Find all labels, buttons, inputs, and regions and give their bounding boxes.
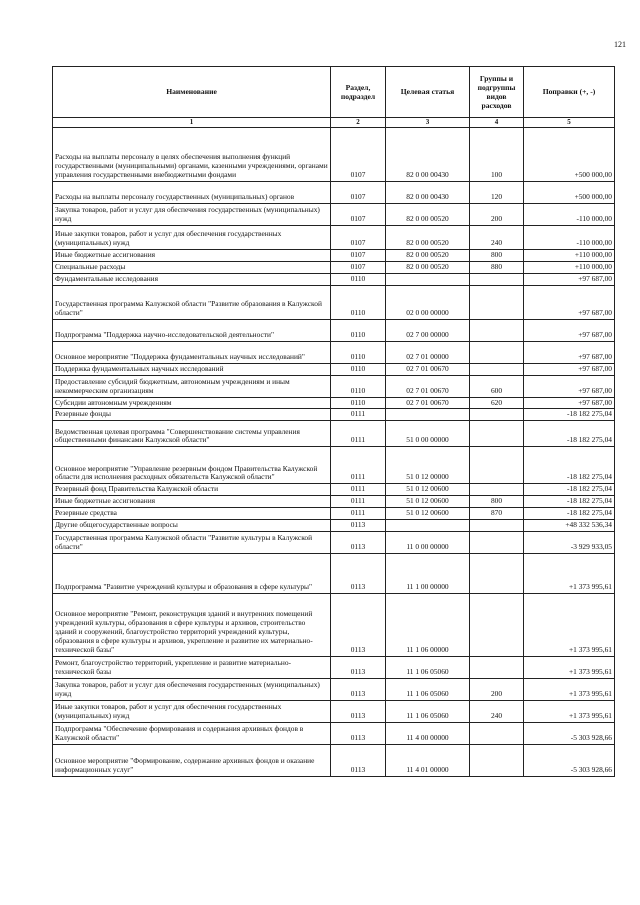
row-target-article-cell: 51 0 12 00600 xyxy=(386,508,470,520)
table-row xyxy=(53,226,615,250)
header-name: Наименование xyxy=(53,67,331,118)
row-amendment-cell: -18 182 275,04 xyxy=(524,409,615,421)
row-amendment-cell: -18 182 275,04 xyxy=(524,447,615,484)
row-expense-group-cell: 800 xyxy=(470,250,524,262)
row-target-article-cell: 02 7 01 00670 xyxy=(386,375,470,397)
row-name-cell: Предоставление субсидий бюджетным, автономным учреждениям и иным некоммерческим организациям xyxy=(53,375,331,397)
table-row xyxy=(53,496,615,508)
row-name-cell: Основное мероприятие "Ремонт, реконструкция зданий и внутренних помещений учреждений культуры, образования в сфере культуры и архивов, строительство зданий и сооружений, благоустройство территорий учреждений культуры, образования в сфере культуры и архивов, укрепление и развитие их материально-технической базы" xyxy=(53,593,331,656)
row-expense-group-cell xyxy=(470,519,524,531)
budget-amendments-table xyxy=(52,66,615,777)
table-row xyxy=(53,656,615,678)
row-section-cell: 0113 xyxy=(331,519,386,531)
row-amendment-cell: -3 929 933,05 xyxy=(524,531,615,553)
row-name-cell: Специальные расходы xyxy=(53,261,331,273)
column-number: 1 xyxy=(53,118,331,128)
row-target-article-cell: 82 0 00 00430 xyxy=(386,128,470,182)
row-section-cell: 0111 xyxy=(331,409,386,421)
row-section-cell: 0111 xyxy=(331,508,386,520)
row-section-cell: 0111 xyxy=(331,421,386,447)
row-amendment-cell: -110 000,00 xyxy=(524,226,615,250)
header-row xyxy=(53,67,615,118)
row-expense-group-cell xyxy=(470,656,524,678)
table-row xyxy=(53,593,615,656)
row-expense-group-cell xyxy=(470,285,524,319)
row-target-article-cell: 82 0 00 00520 xyxy=(386,226,470,250)
row-section-cell: 0110 xyxy=(331,273,386,285)
row-amendment-cell: +97 687,00 xyxy=(524,397,615,409)
row-amendment-cell: +110 000,00 xyxy=(524,261,615,273)
row-expense-group-cell xyxy=(470,341,524,363)
row-name-cell: Другие общегосударственные вопросы xyxy=(53,519,331,531)
table-row xyxy=(53,397,615,409)
page-number: 121 xyxy=(614,40,626,49)
table-body xyxy=(53,128,615,777)
row-name-cell: Ремонт, благоустройство территорий, укрепление и развитие материально-технической базы xyxy=(53,656,331,678)
table-row xyxy=(53,678,615,700)
header-target-article: Целевая статья xyxy=(386,67,470,118)
row-section-cell: 0110 xyxy=(331,341,386,363)
row-target-article-cell: 51 0 12 00600 xyxy=(386,496,470,508)
row-amendment-cell: +97 687,00 xyxy=(524,341,615,363)
row-name-cell: Расходы на выплаты персоналу в целях обеспечения выполнения функций государственными (муниципальными) органами, казенными учреждениями, органами управления государственными внебюджетными фондами xyxy=(53,128,331,182)
row-expense-group-cell: 240 xyxy=(470,226,524,250)
row-section-cell: 0113 xyxy=(331,722,386,744)
row-amendment-cell: +1 373 995,61 xyxy=(524,678,615,700)
row-target-article-cell: 11 4 01 00000 xyxy=(386,744,470,776)
row-section-cell: 0107 xyxy=(331,261,386,273)
row-name-cell: Субсидии автономным учреждениям xyxy=(53,397,331,409)
table-row xyxy=(53,273,615,285)
table-row xyxy=(53,319,615,341)
row-section-cell: 0110 xyxy=(331,285,386,319)
row-amendment-cell: +1 373 995,61 xyxy=(524,553,615,593)
row-name-cell: Иные закупки товаров, работ и услуг для обеспечения государственных (муниципальных) нужд xyxy=(53,226,331,250)
row-section-cell: 0111 xyxy=(331,484,386,496)
row-section-cell: 0107 xyxy=(331,204,386,226)
column-number: 4 xyxy=(470,118,524,128)
row-section-cell: 0110 xyxy=(331,363,386,375)
row-section-cell: 0107 xyxy=(331,250,386,262)
row-name-cell: Основное мероприятие "Формирование, содержание архивных фондов и оказание информационных услуг" xyxy=(53,744,331,776)
row-amendment-cell: +110 000,00 xyxy=(524,250,615,262)
row-expense-group-cell: 870 xyxy=(470,508,524,520)
row-section-cell: 0113 xyxy=(331,656,386,678)
column-number: 5 xyxy=(524,118,615,128)
row-section-cell: 0111 xyxy=(331,496,386,508)
row-name-cell: Фундаментальные исследования xyxy=(53,273,331,285)
row-amendment-cell: +500 000,00 xyxy=(524,182,615,204)
row-expense-group-cell xyxy=(470,447,524,484)
row-expense-group-cell xyxy=(470,409,524,421)
row-amendment-cell: +1 373 995,61 xyxy=(524,700,615,722)
table-row xyxy=(53,722,615,744)
row-expense-group-cell: 200 xyxy=(470,204,524,226)
row-amendment-cell: -18 182 275,04 xyxy=(524,484,615,496)
row-amendment-cell: +500 000,00 xyxy=(524,128,615,182)
row-name-cell: Резервные фонды xyxy=(53,409,331,421)
table-row xyxy=(53,700,615,722)
row-amendment-cell: -18 182 275,04 xyxy=(524,496,615,508)
row-name-cell: Государственная программа Калужской области "Развитие образования в Калужской области" xyxy=(53,285,331,319)
row-name-cell: Иные бюджетные ассигнования xyxy=(53,496,331,508)
row-expense-group-cell xyxy=(470,363,524,375)
row-expense-group-cell: 600 xyxy=(470,375,524,397)
table-row xyxy=(53,484,615,496)
row-target-article-cell: 11 1 06 00000 xyxy=(386,593,470,656)
row-target-article-cell: 11 1 06 05060 xyxy=(386,656,470,678)
row-expense-group-cell: 240 xyxy=(470,700,524,722)
header-expense-group: Группы и подгруппы видов расходов xyxy=(470,67,524,118)
row-target-article-cell: 82 0 00 00520 xyxy=(386,250,470,262)
row-expense-group-cell xyxy=(470,744,524,776)
row-section-cell: 0107 xyxy=(331,128,386,182)
row-name-cell: Резервный фонд Правительства Калужской области xyxy=(53,484,331,496)
row-section-cell: 0113 xyxy=(331,593,386,656)
row-target-article-cell: 51 0 00 00000 xyxy=(386,421,470,447)
row-section-cell: 0107 xyxy=(331,182,386,204)
row-target-article-cell: 02 7 00 00000 xyxy=(386,319,470,341)
row-amendment-cell: +97 687,00 xyxy=(524,319,615,341)
row-expense-group-cell xyxy=(470,319,524,341)
row-name-cell: Закупка товаров, работ и услуг для обеспечения государственных (муниципальных) нужд xyxy=(53,204,331,226)
table-row xyxy=(53,204,615,226)
table-row xyxy=(53,447,615,484)
table-row xyxy=(53,341,615,363)
row-target-article-cell: 82 0 00 00520 xyxy=(386,261,470,273)
row-target-article-cell: 11 1 06 05060 xyxy=(386,700,470,722)
row-amendment-cell: +97 687,00 xyxy=(524,273,615,285)
row-name-cell: Ведомственная целевая программа "Совершенствование системы управления общественными финансами Калужской области" xyxy=(53,421,331,447)
row-expense-group-cell xyxy=(470,593,524,656)
row-amendment-cell: -5 303 928,66 xyxy=(524,722,615,744)
row-expense-group-cell: 620 xyxy=(470,397,524,409)
row-target-article-cell xyxy=(386,273,470,285)
row-target-article-cell: 02 7 01 00000 xyxy=(386,341,470,363)
row-expense-group-cell xyxy=(470,484,524,496)
row-section-cell: 0111 xyxy=(331,447,386,484)
row-expense-group-cell xyxy=(470,421,524,447)
row-section-cell: 0113 xyxy=(331,678,386,700)
row-expense-group-cell: 120 xyxy=(470,182,524,204)
table-row xyxy=(53,261,615,273)
row-amendment-cell: +1 373 995,61 xyxy=(524,593,615,656)
row-amendment-cell: -18 182 275,04 xyxy=(524,508,615,520)
row-name-cell: Иные закупки товаров, работ и услуг для обеспечения государственных (муниципальных) нужд xyxy=(53,700,331,722)
row-amendment-cell: -5 303 928,66 xyxy=(524,744,615,776)
column-number: 3 xyxy=(386,118,470,128)
table-row xyxy=(53,409,615,421)
row-section-cell: 0110 xyxy=(331,397,386,409)
row-name-cell: Государственная программа Калужской области "Развитие культуры в Калужской области" xyxy=(53,531,331,553)
row-section-cell: 0113 xyxy=(331,700,386,722)
row-name-cell: Подпрограмма "Развитие учреждений культуры и образования в сфере культуры" xyxy=(53,553,331,593)
table-row xyxy=(53,508,615,520)
row-expense-group-cell xyxy=(470,722,524,744)
row-target-article-cell: 11 0 00 00000 xyxy=(386,531,470,553)
row-name-cell: Подпрограмма "Обеспечение формирования и содержания архивных фондов в Калужской области" xyxy=(53,722,331,744)
row-name-cell: Подпрограмма "Поддержка научно-исследовательской деятельности" xyxy=(53,319,331,341)
row-target-article-cell: 02 7 01 00670 xyxy=(386,397,470,409)
row-name-cell: Поддержка фундаментальных научных исследований xyxy=(53,363,331,375)
row-section-cell: 0113 xyxy=(331,744,386,776)
row-expense-group-cell: 800 xyxy=(470,496,524,508)
row-name-cell: Расходы на выплаты персоналу государственных (муниципальных) органов xyxy=(53,182,331,204)
row-section-cell: 0110 xyxy=(331,319,386,341)
row-expense-group-cell: 880 xyxy=(470,261,524,273)
row-target-article-cell: 11 1 06 05060 xyxy=(386,678,470,700)
table-row xyxy=(53,375,615,397)
row-expense-group-cell: 200 xyxy=(470,678,524,700)
column-number: 2 xyxy=(331,118,386,128)
row-target-article-cell: 82 0 00 00520 xyxy=(386,204,470,226)
row-name-cell: Закупка товаров, работ и услуг для обеспечения государственных (муниципальных) нужд xyxy=(53,678,331,700)
row-target-article-cell: 02 0 00 00000 xyxy=(386,285,470,319)
table-row xyxy=(53,128,615,182)
row-expense-group-cell: 100 xyxy=(470,128,524,182)
row-target-article-cell: 51 0 12 00600 xyxy=(386,484,470,496)
row-expense-group-cell xyxy=(470,531,524,553)
row-name-cell: Резервные средства xyxy=(53,508,331,520)
table-row xyxy=(53,250,615,262)
row-section-cell: 0113 xyxy=(331,531,386,553)
table-row xyxy=(53,421,615,447)
row-section-cell: 0107 xyxy=(331,226,386,250)
table-row xyxy=(53,285,615,319)
row-expense-group-cell xyxy=(470,273,524,285)
table-row xyxy=(53,553,615,593)
row-target-article-cell: 11 4 00 00000 xyxy=(386,722,470,744)
table-row xyxy=(53,744,615,776)
row-amendment-cell: +48 332 536,34 xyxy=(524,519,615,531)
table-row xyxy=(53,363,615,375)
row-target-article-cell xyxy=(386,519,470,531)
row-amendment-cell: +97 687,00 xyxy=(524,285,615,319)
header-amendments: Поправки (+, -) xyxy=(524,67,615,118)
row-expense-group-cell xyxy=(470,553,524,593)
row-section-cell: 0110 xyxy=(331,375,386,397)
row-amendment-cell: +97 687,00 xyxy=(524,363,615,375)
header-section: Раздел, подраздел xyxy=(331,67,386,118)
row-amendment-cell: -18 182 275,04 xyxy=(524,421,615,447)
table-row xyxy=(53,182,615,204)
row-target-article-cell: 51 0 12 00000 xyxy=(386,447,470,484)
row-amendment-cell: +97 687,00 xyxy=(524,375,615,397)
row-target-article-cell: 11 1 00 00000 xyxy=(386,553,470,593)
table-row xyxy=(53,531,615,553)
row-name-cell: Иные бюджетные ассигнования xyxy=(53,250,331,262)
row-amendment-cell: +1 373 995,61 xyxy=(524,656,615,678)
row-name-cell: Основное мероприятие "Управление резервным фондом Правительства Калужской области для исполнения расходных обязательств Калужской области" xyxy=(53,447,331,484)
row-target-article-cell xyxy=(386,409,470,421)
row-name-cell: Основное мероприятие "Поддержка фундаментальных научных исследований" xyxy=(53,341,331,363)
table-row xyxy=(53,519,615,531)
row-amendment-cell: -110 000,00 xyxy=(524,204,615,226)
column-number-row xyxy=(53,118,615,128)
row-target-article-cell: 82 0 00 00430 xyxy=(386,182,470,204)
row-section-cell: 0113 xyxy=(331,553,386,593)
row-target-article-cell: 02 7 01 00670 xyxy=(386,363,470,375)
